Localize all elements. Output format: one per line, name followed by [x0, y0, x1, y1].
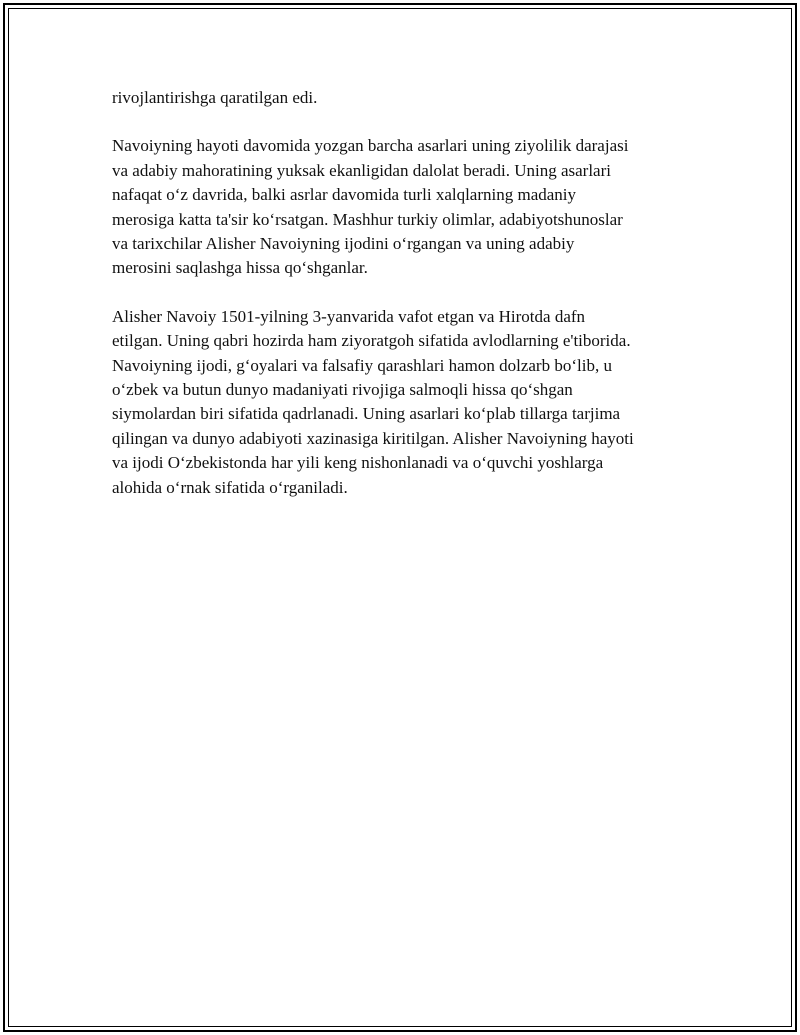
- text-line: merosini saqlashga hissa qoʻshganlar.: [112, 258, 368, 278]
- text-line: va adabiy mahoratining yuksak ekanligidan dalolat beradi. Uning asarlari: [112, 160, 611, 180]
- text-line: va tarixchilar Alisher Navoiyning ijodini oʻrgangan va uning adabiy: [112, 234, 575, 254]
- paragraph-3: [112, 305, 692, 500]
- text-line: Navoiyning hayoti davomida yozgan barcha asarlari uning ziyolilik darajasi: [112, 136, 629, 156]
- text-line: oʻzbek va butun dunyo madaniyati rivojiga salmoqli hissa qoʻshgan: [112, 380, 573, 400]
- text-line: Navoiyning ijodi, gʻoyalari va falsafiy qarashlari hamon dolzarb boʻlib, u: [112, 355, 612, 375]
- text-line: qilingan va dunyo adabiyoti xazinasiga kiritilgan. Alisher Navoiyning hayoti: [112, 428, 634, 448]
- text-line: merosiga katta ta'sir koʻrsatgan. Mashhur turkiy olimlar, adabiyotshunoslar: [112, 209, 623, 229]
- paragraph-2: [112, 134, 692, 280]
- text-line: alohida oʻrnak sifatida oʻrganiladi.: [112, 477, 348, 497]
- text-line: siymolardan biri sifatida qadrlanadi. Uning asarlari koʻplab tillarga tarjima: [112, 404, 621, 424]
- document-body: [112, 86, 692, 524]
- paragraph-1: [112, 86, 692, 110]
- text-line: etilgan. Uning qabri hozirda ham ziyoratgoh sifatida avlodlarning e'tiborida.: [112, 331, 631, 351]
- text-line: Alisher Navoiy 1501-yilning 3-yanvarida vafot etgan va Hirotda dafn: [112, 306, 586, 326]
- text-line: va ijodi Oʻzbekistonda har yili keng nishonlanadi va oʻquvchi yoshlarga: [112, 453, 604, 473]
- text-line: nafaqat oʻz davrida, balki asrlar davomida turli xalqlarning madaniy: [112, 185, 577, 205]
- text-line: rivojlantirishga qaratilgan edi.: [112, 88, 318, 107]
